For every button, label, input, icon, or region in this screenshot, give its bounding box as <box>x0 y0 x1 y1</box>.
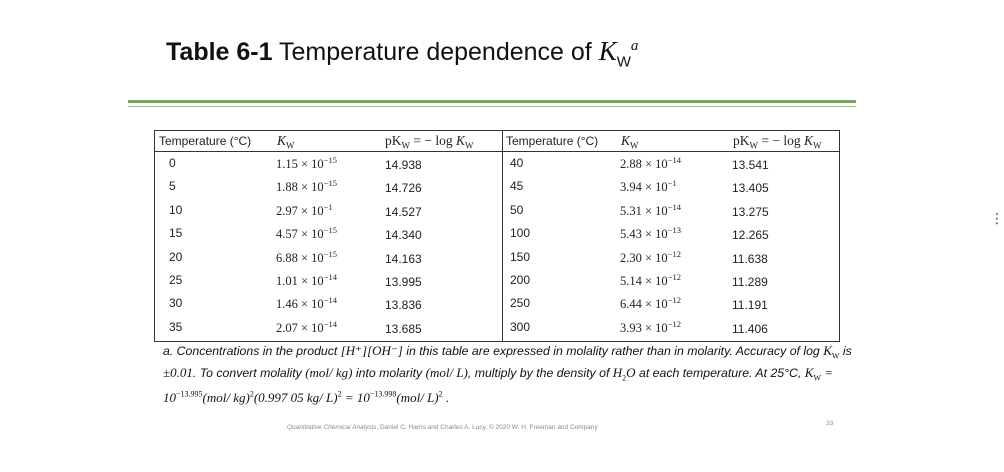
cell-temperature-left: 10 <box>169 202 183 217</box>
cell-temperature-right: 200 <box>510 273 531 287</box>
cell-kw-right: $3.94 \times 10^{-1}$ <box>620 178 677 195</box>
cell-temperature-right: 50 <box>510 202 524 217</box>
cell-kw-right: $5.31 \times 10^{-14}$ <box>620 201 681 218</box>
cell-temperature-right: 250 <box>510 296 531 311</box>
cell-temperature-right: 40 <box>510 156 524 170</box>
table-column-divider <box>502 131 503 341</box>
cell-pkw-right: 11.289 <box>732 275 768 289</box>
cell-kw-right: $6.44 \times 10^{-12}$ <box>620 295 681 312</box>
cell-temperature-right: 150 <box>510 249 531 264</box>
cell-pkw-left: 13.995 <box>385 275 422 289</box>
cell-kw-left: $1.01 \times 10^{-14}$ <box>276 272 337 289</box>
cell-temperature-right: 45 <box>510 179 524 194</box>
cell-temperature-right: 300 <box>510 319 531 334</box>
cell-temperature-left: 0 <box>169 156 176 170</box>
cell-pkw-right: 11.406 <box>732 321 768 336</box>
cell-pkw-right: 12.265 <box>732 228 769 243</box>
cell-kw-left: $2.97 \times 10^{-1}$ <box>276 201 333 218</box>
header-kw-left: $K_W$ <box>277 133 295 151</box>
cell-kw-left: $6.88 \times 10^{-15}$ <box>276 248 337 265</box>
cell-temperature-left: 30 <box>169 296 183 311</box>
cell-temperature-left: 25 <box>169 273 183 287</box>
cell-pkw-left: 14.163 <box>385 251 422 266</box>
table-title <box>166 36 638 70</box>
table-number: Table 6-1 <box>166 38 273 66</box>
header-pkw-right: $pK_W$ = − $\log K_W$ <box>733 133 822 151</box>
cell-temperature-left: 5 <box>169 179 176 194</box>
table-footnote: a. Concentrations in the product [H⁺][OH⁻] in this table are expressed in molality rather than in molarity. Accuracy of $\log K_W$ is ±0.01. To convert molality (mol/ kg) into molarity (mol/ L), multiply by the density of $H_2O$ at each temperature. At 25°C, $K_W = 10^{-13.995}(mol/$ kg)$^2$(0.997 05 kg/ $L)^2 = 10^{-13.998}(mol/$ L)$^2$ . <box>163 343 852 405</box>
title-text: Temperature dependence of <box>279 38 592 66</box>
cell-kw-left: $1.15 \times 10^{-15}$ <box>276 155 337 172</box>
cell-temperature-right: 100 <box>510 226 531 241</box>
cell-pkw-left: 14.938 <box>385 158 422 172</box>
title-rule-thin <box>128 106 856 107</box>
source-credit: Quantitative Chemical Analysis, Daniel C. Harris and Charles A. Lucy, © 2020 W. H. Freeman and Company <box>287 424 598 431</box>
cell-pkw-right: 13.541 <box>732 158 769 172</box>
header-pkw-left: $pK_W$ = − $\log K_W$ <box>385 133 474 151</box>
cell-pkw-left: 14.527 <box>385 204 422 219</box>
cell-kw-left: $1.46 \times 10^{-14}$ <box>276 295 337 312</box>
cell-kw-right: $2.88 \times 10^{-14}$ <box>620 155 681 172</box>
cell-kw-right: $2.30 \times 10^{-12}$ <box>620 248 681 265</box>
header-kw-right: $K_W$ <box>621 133 639 151</box>
title-rule <box>128 100 856 103</box>
table-header-divider <box>155 151 839 152</box>
cell-temperature-left: 15 <box>169 226 183 241</box>
cell-temperature-left: 35 <box>169 319 183 334</box>
cell-kw-right: $5.43 \times 10^{-13}$ <box>620 225 681 242</box>
page-number: 33 <box>826 420 834 427</box>
cell-pkw-left: 14.726 <box>385 181 422 196</box>
cell-pkw-left: 13.836 <box>385 298 422 313</box>
header-temperature-right: Temperature (°C) <box>506 134 599 148</box>
header-temperature-left: Temperature (°C) <box>159 134 252 148</box>
cell-kw-left: $2.07 \times 10^{-14}$ <box>276 318 337 335</box>
cell-temperature-left: 20 <box>169 249 183 264</box>
cell-pkw-right: 11.191 <box>732 298 768 313</box>
cell-pkw-right: 13.405 <box>732 181 769 196</box>
title-symbol: $K_W^a$ <box>598 36 639 71</box>
cell-pkw-right: 13.275 <box>732 204 769 219</box>
cell-pkw-left: 13.685 <box>385 321 422 336</box>
cell-kw-right: $3.93 \times 10^{-12}$ <box>620 318 681 335</box>
cell-pkw-left: 14.340 <box>385 228 422 243</box>
cell-kw-right: $5.14 \times 10^{-12}$ <box>620 272 681 289</box>
cell-pkw-right: 11.638 <box>732 251 768 266</box>
cell-kw-left: $4.57 \times 10^{-15}$ <box>276 225 337 242</box>
window-edge-handle[interactable]: ⋮ <box>990 210 1004 226</box>
kw-table <box>154 130 840 342</box>
cell-kw-left: $1.88 \times 10^{-15}$ <box>276 178 337 195</box>
